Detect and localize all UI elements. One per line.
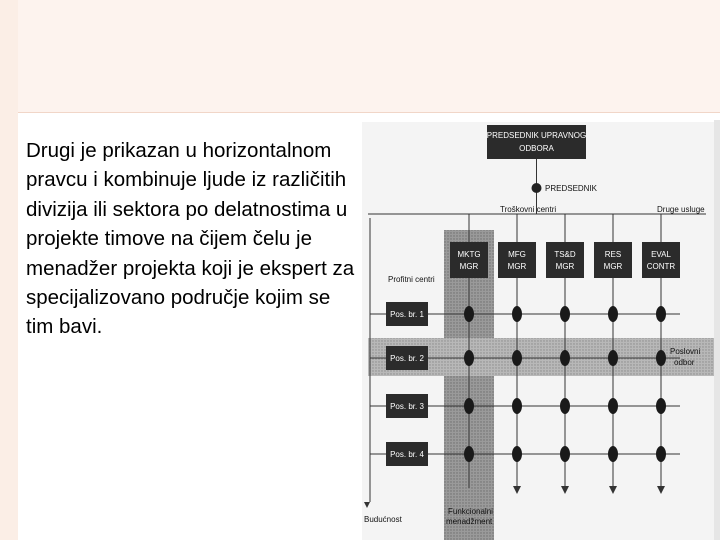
scan-edge <box>714 120 720 540</box>
column-note-line2: menadžment <box>446 517 493 526</box>
column-header-1-line2: MGR <box>459 262 479 271</box>
decorative-left-stripe <box>0 0 18 540</box>
cost-centers-label: Troškovni centri <box>500 205 557 214</box>
column-header-2-line1: MFG <box>508 250 526 259</box>
column-note-line1: Funkcionalni <box>448 507 493 516</box>
column-headers <box>450 242 680 278</box>
board-label-line2: ODBORA <box>519 144 554 153</box>
column-header-2-line2: MGR <box>507 262 527 271</box>
row-label-1: Pos. br. 1 <box>390 310 424 319</box>
column-header-4-line1: RES <box>604 250 622 259</box>
title-area <box>18 0 720 112</box>
matrix-organization-diagram <box>360 118 720 540</box>
column-header-5-line2: CONTR <box>646 262 676 271</box>
slide-paragraph: Drugi je prikazan u horizontalnom pravcu i kombinuje ljude iz različitih divizija ili sektora po delatnostima u projekte timove na čijem čelu je menadžer projekta koji je ekspert za specijalizovano područje kojim se tim bavi. <box>26 139 355 339</box>
row-note-line2: odbor <box>674 358 695 367</box>
title-divider <box>18 112 720 113</box>
row-label-2: Pos. br. 2 <box>390 354 424 363</box>
column-header-3-line2: MGR <box>555 262 575 271</box>
row-label-4: Pos. br. 4 <box>390 450 424 459</box>
column-header-1-line1: MKTG <box>457 250 481 259</box>
future-label: Budućnost <box>364 515 402 524</box>
row-note-line1: Poslovni <box>670 347 701 356</box>
column-header-3-line1: TS&D <box>554 250 576 259</box>
profit-centers-label: Profitni centri <box>388 275 435 284</box>
row-label-3: Pos. br. 3 <box>390 402 424 411</box>
president-node <box>532 183 542 193</box>
column-header-5-line1: EVAL <box>651 250 671 259</box>
board-label-line1: PREDSEDNIK UPRAVNOG <box>486 131 587 140</box>
president-label: PREDSEDNIK <box>545 184 598 193</box>
other-services-label: Druge usluge <box>657 205 705 214</box>
column-header-4-line2: MGR <box>603 262 623 271</box>
diagram-canvas <box>360 118 720 540</box>
